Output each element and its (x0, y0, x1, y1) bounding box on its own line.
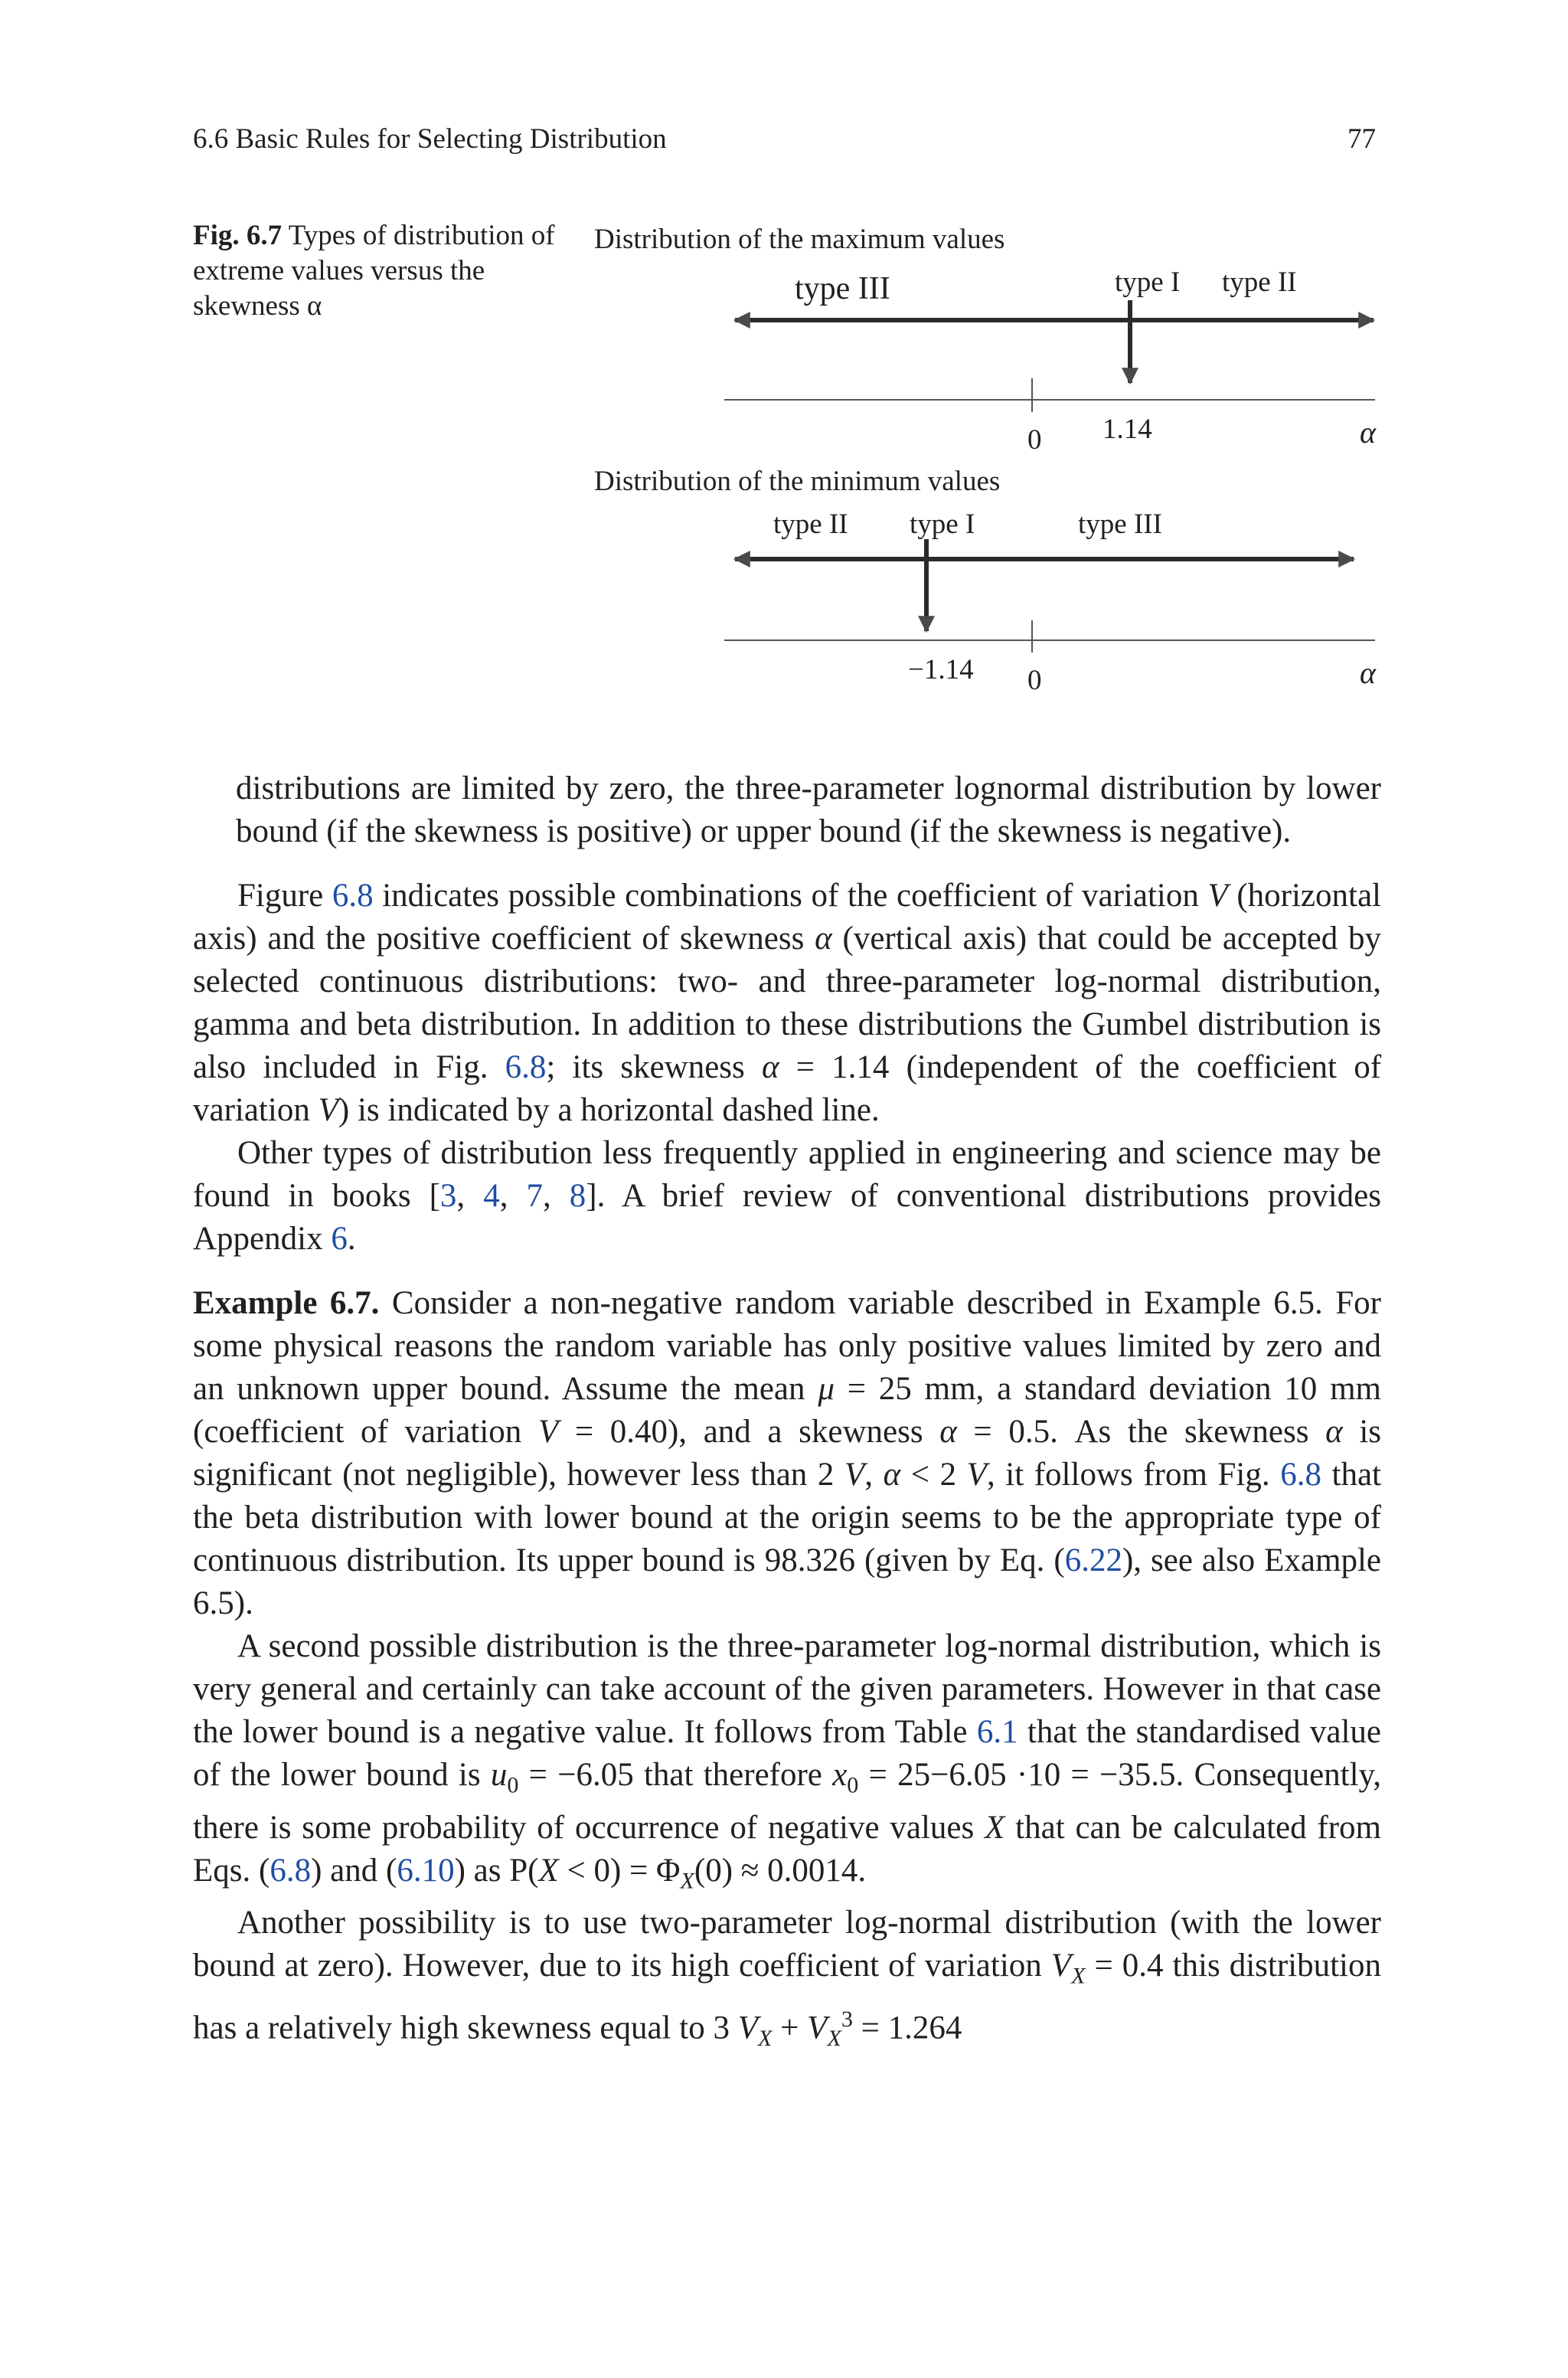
math-symbol: α (883, 1457, 901, 1493)
body-text (193, 767, 1381, 2059)
math-symbol: V (318, 1092, 338, 1128)
math-symbol: V (844, 1457, 865, 1493)
math-symbol: V (737, 2010, 758, 2046)
math-symbol: V (1207, 878, 1228, 914)
text-run: that the standardised value of the lower bound is (193, 1714, 1381, 1793)
math-symbol: X (985, 1809, 1005, 1846)
table-6-1-link[interactable]: 6.1 (976, 1714, 1018, 1750)
text-run: = 1.14 (independent of the coefficient of variation (193, 1049, 1382, 1128)
text-run: (0) ≈ 0.0014. (694, 1852, 867, 1889)
text-run: is significant (not negligible), however less than 2 (193, 1414, 1382, 1493)
text-run: ]. A brief review of conventional distributions provides Appendix (193, 1178, 1382, 1257)
text-run: = −6.05 that therefore (518, 1757, 833, 1793)
equation-6-8-link[interactable]: 6.8 (270, 1852, 312, 1889)
text-run: , (864, 1457, 884, 1493)
text-run: that can be calculated from Eqs. ( (193, 1809, 1381, 1889)
text-run: . (347, 1221, 356, 1257)
panel-min-type-i-label: type I (910, 509, 975, 540)
math-symbol: α (761, 1049, 779, 1085)
panel-min-type-iii-label: type III (1078, 509, 1162, 540)
panel-max-type-ii-label: type II (1222, 267, 1297, 298)
panel-max-alpha-symbol: α (1360, 415, 1376, 450)
panel-max-value-label: 1.14 (1102, 414, 1152, 445)
math-symbol: α (939, 1414, 957, 1450)
math-subscript: 0 (507, 1771, 519, 1798)
figure-6-8-link-2[interactable]: 6.8 (505, 1049, 547, 1085)
equation-6-22-link[interactable]: 6.22 (1064, 1542, 1122, 1578)
math-subscript: 0 (847, 1771, 859, 1798)
panel-max-type-iii-label: type III (795, 271, 890, 306)
math-superscript: 3 (841, 2005, 853, 2032)
math-symbol: u (490, 1757, 508, 1793)
text-run: , (499, 1178, 527, 1214)
math-subscript: X (680, 1867, 694, 1894)
running-head: 6.6 Basic Rules for Selecting Distribution (193, 123, 667, 155)
text-run: , it follows from Fig. (986, 1457, 1281, 1493)
math-symbol: α (1325, 1414, 1343, 1450)
text-run: , (456, 1178, 484, 1214)
equation-6-10-link[interactable]: 6.10 (397, 1852, 455, 1889)
appendix-6-link[interactable]: 6 (331, 1221, 348, 1257)
panel-max-title: Distribution of the maximum values (594, 224, 1005, 255)
panel-min-value-label: −1.14 (908, 654, 974, 685)
reference-8-link[interactable]: 8 (569, 1178, 586, 1214)
text-run: , (542, 1178, 570, 1214)
figure-caption-label: Fig. 6.7 (193, 220, 283, 251)
text-run: = 25−6.05 ·10 = −35.5. Consequently, there is some probability of occurrence of negative values (193, 1757, 1382, 1846)
reference-4-link[interactable]: 4 (483, 1178, 500, 1214)
text-run: ) and ( (311, 1852, 397, 1889)
text-run: indicates possible combinations of the coefficient of variation (373, 878, 1208, 914)
text-run: = 0.4 this distribution has a relatively high skewness equal to 3 (193, 1948, 1381, 2046)
math-subscript: X (1071, 1962, 1086, 1989)
text-run: < 2 (900, 1457, 967, 1493)
paragraph-two-parameter (193, 1902, 1381, 2059)
panel-minimum-values (594, 466, 1377, 696)
math-subscript: X (827, 2024, 841, 2051)
text-run: < 0) = Φ (558, 1852, 681, 1889)
figure-6-8-link-3[interactable]: 6.8 (1280, 1457, 1321, 1493)
extreme-value-type-figure (0, 0, 1568, 735)
text-run: ; its skewness (546, 1049, 762, 1085)
text-run: Figure (237, 878, 332, 914)
paragraph-figure-6-8 (193, 875, 1381, 1132)
reference-3-link[interactable]: 3 (439, 1178, 457, 1214)
math-subscript: X (758, 2024, 773, 2051)
math-symbol: X (538, 1852, 559, 1889)
math-symbol: V (537, 1414, 559, 1450)
text-run: Consider a non-negative random variable described in Example 6.5. For some physical reasons the random variable has only positive values limited by zero and an unknown upper bound. Assume the mean (193, 1285, 1381, 1407)
math-symbol: V (807, 2010, 828, 2046)
text-run: = 0.40), and a skewness (558, 1414, 940, 1450)
text-run: Other types of distribution less frequently applied in engineering and science may be found in books [ (193, 1135, 1381, 1214)
paragraph-other-types (193, 1132, 1381, 1261)
panel-max-type-i-label: type I (1115, 267, 1181, 298)
panel-min-zero-label: 0 (1027, 665, 1042, 696)
panel-min-title: Distribution of the minimum values (594, 466, 1001, 497)
text-run: + (772, 2010, 808, 2046)
text-run: ) as P( (454, 1852, 539, 1889)
text-run: that the beta distribution with lower bound at the origin seems to be the appropriate type of continuous distribution. Its upper bound is 98.326 (given by Eq. ( (193, 1457, 1381, 1578)
page-number: 77 (1348, 123, 1376, 155)
math-symbol: α (815, 921, 832, 957)
text-run: (horizontal axis) and the positive coefficient of skewness (193, 878, 1381, 957)
text-run: (vertical axis) that could be accepted by selected continuous distributions: two- and three-parameter log-normal distribution, gamma and beta distribution. In addition to these distributions the Gumbel distribution is also included in Fig. (193, 921, 1381, 1085)
paragraph-example-6-7 (193, 1282, 1381, 1625)
text-run: = 0.5. As the skewness (956, 1414, 1326, 1450)
panel-maximum-values (594, 224, 1377, 456)
text-run: = 25 mm, a standard deviation 10 mm (coefficient of variation (193, 1371, 1381, 1450)
paragraph-second-distribution (193, 1625, 1381, 1902)
paragraph-continuation: distributions are limited by zero, the three-parameter lognormal distribution by lower bound (if the skewness is positive) or upper bound (if the skewness is negative). (236, 770, 1381, 849)
figure-6-8-link[interactable]: 6.8 (332, 878, 374, 914)
panel-min-alpha-symbol: α (1360, 656, 1376, 690)
reference-7-link[interactable]: 7 (526, 1178, 543, 1214)
text-run: ), see also Example 6.5). (193, 1542, 1381, 1621)
panel-max-zero-label: 0 (1027, 424, 1042, 456)
math-symbol: V (1050, 1948, 1072, 1984)
text-run: A second possible distribution is the three-parameter log-normal distribution, which is very general and certainly can take account of the given parameters. However in that case the lower bound is a negative value. It follows from Table (193, 1628, 1381, 1750)
math-symbol: x (832, 1757, 848, 1793)
example-label: Example 6.7. (193, 1285, 380, 1321)
figure-caption-text: Types of distribution of extreme values versus the skewness α (193, 220, 555, 322)
panel-min-type-ii-label: type II (773, 509, 848, 540)
math-symbol: μ (818, 1371, 835, 1407)
text-run: = 1.264 (852, 2010, 962, 2046)
text-run: ) is indicated by a horizontal dashed line. (338, 1092, 880, 1128)
math-symbol: V (966, 1457, 987, 1493)
text-run: Another possibility is to use two-parameter log-normal distribution (with the lower bound at zero). However, due to its high coefficient of variation (193, 1905, 1381, 1984)
